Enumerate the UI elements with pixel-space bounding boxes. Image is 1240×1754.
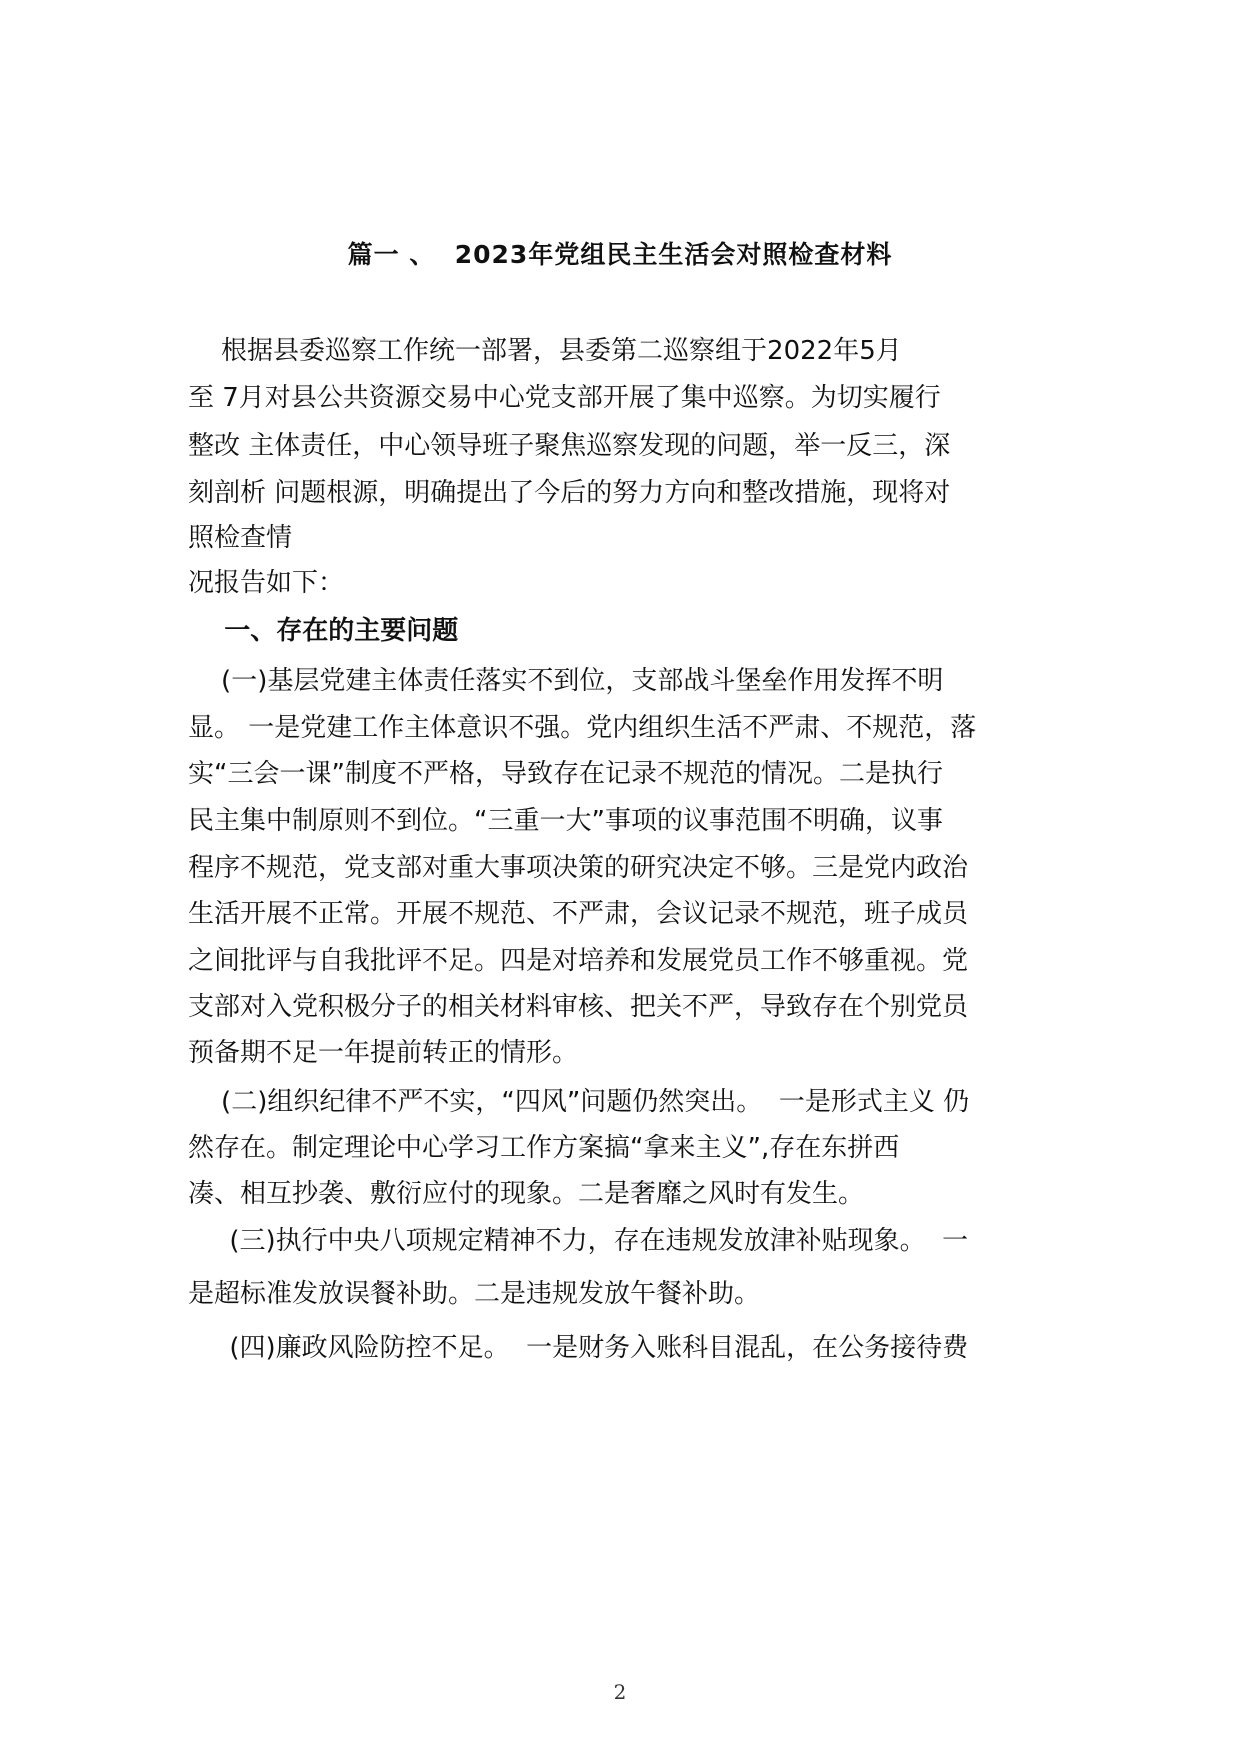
body-line: 显。 一是党建工作主体意识不强。党内组织生活不严肃、不规范，落	[188, 713, 977, 743]
body-line: 生活开展不正常。开展不规范、不严肃，会议记录不规范，班子成员	[188, 899, 969, 929]
page-number: 2	[613, 1680, 627, 1704]
body-line: 是超标准发放误餐补助。二是违规发放午餐补助。	[188, 1279, 761, 1309]
body-line: 照检查情	[188, 523, 293, 553]
body-line: (三)执行中央八项规定精神不力，存在违规发放津补贴现象。 一	[188, 1226, 969, 1256]
document-title: 篇一 、 2023年党组民主生活会对照检查材料	[347, 240, 893, 269]
body-line: (二)组织纪律不严不实，“四风”问题仍然突出。 一是形式主义 仍	[188, 1087, 970, 1117]
body-line: 之间批评与自我批评不足。四是对培养和发展党员工作不够重视。党	[188, 946, 969, 976]
section-heading: 一、存在的主要问题	[188, 616, 459, 646]
body-line: (四)廉政风险防控不足。 一是财务入账科目混乱，在公务接待费	[188, 1333, 969, 1363]
body-line: 刻剖析 问题根源，明确提出了今后的努力方向和整改措施，现将对	[188, 478, 951, 508]
body-line: 根据县委巡察工作统一部署，县委第二巡察组于2022年5月	[188, 336, 902, 366]
body-line: 整改 主体责任，中心领导班子聚焦巡察发现的问题，举一反三，深	[188, 431, 951, 461]
body-line: 然存在。制定理论中心学习工作方案搞“拿来主义”,存在东拼西	[188, 1133, 900, 1163]
body-line: (一)基层党建主体责任落实不到位，支部战斗堡垒作用发挥不明	[188, 666, 944, 696]
body-line: 至 7月对县公共资源交易中心党支部开展了集中巡察。为切实履行	[188, 383, 941, 413]
body-line: 支部对入党积极分子的相关材料审核、把关不严，导致存在个别党员	[188, 992, 969, 1022]
body-line: 民主集中制原则不到位。“三重一大”事项的议事范围不明确，议事	[188, 806, 943, 836]
body-line: 预备期不足一年提前转正的情形。	[188, 1038, 579, 1068]
body-line: 程序不规范，党支部对重大事项决策的研究决定不够。三是党内政治	[188, 853, 969, 883]
body-line: 实“三会一课”制度不严格，导致存在记录不规范的情况。二是执行	[188, 759, 943, 789]
body-line: 凑、相互抄袭、敷衍应付的现象。二是奢靡之风时有发生。	[188, 1179, 865, 1209]
body-line: 况报告如下：	[188, 568, 345, 598]
